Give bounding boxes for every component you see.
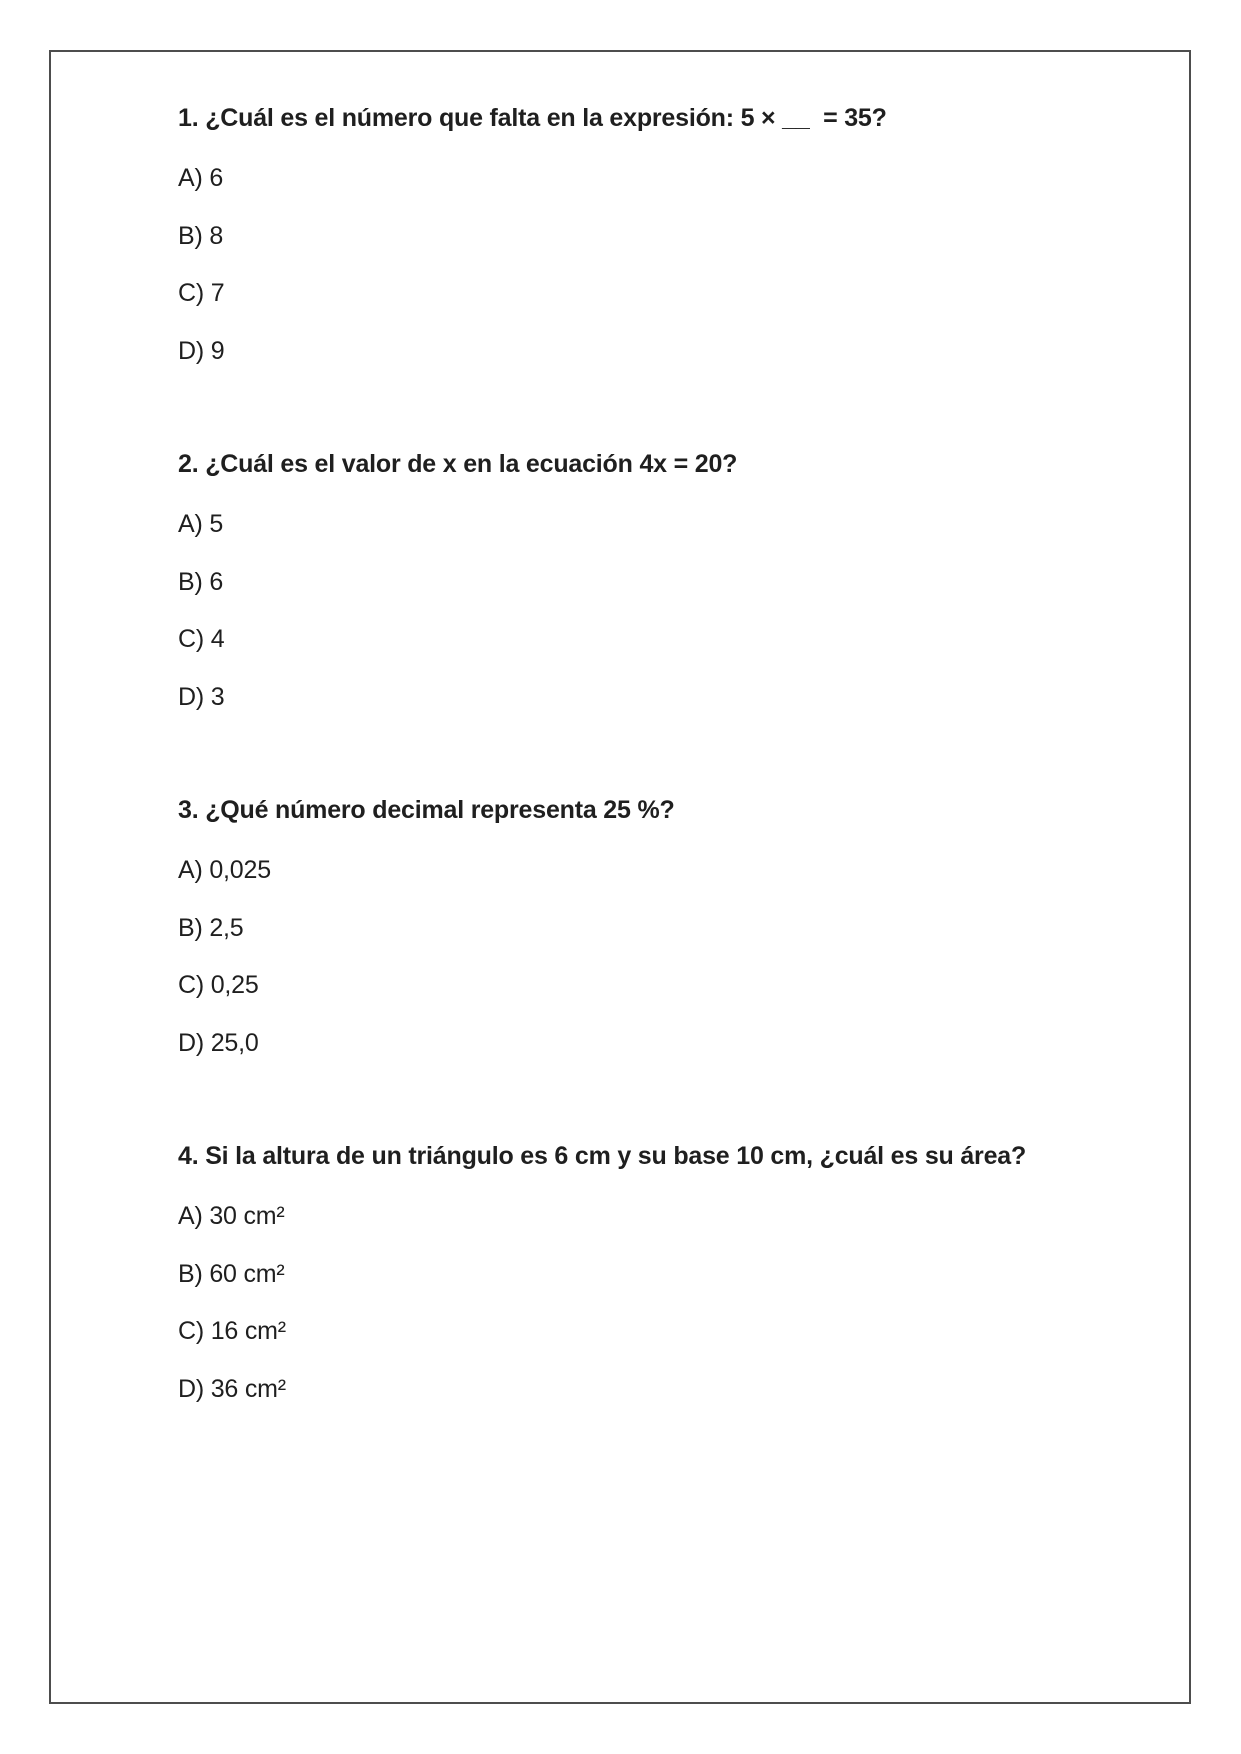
question-title: 1. ¿Cuál es el número que falta en la expresión: 5 × __ = 35? [178, 104, 887, 132]
question-block-2 [178, 447, 1159, 714]
answer-option: C) 7 [178, 279, 225, 307]
question-block-4 [178, 1139, 1159, 1406]
question-block-1 [178, 101, 1159, 368]
answer-option: D) 9 [178, 336, 225, 365]
answer-option: A) 30 cm² [178, 1202, 285, 1230]
question-title: 2. ¿Cuál es el valor de x en la ecuación 4x = 20? [178, 450, 738, 478]
answer-option: D) 36 cm² [178, 1374, 286, 1403]
answer-option: C) 16 cm² [178, 1317, 286, 1345]
answer-option: B) 6 [178, 567, 224, 596]
answer-option: B) 2,5 [178, 913, 244, 942]
answer-option: D) 25,0 [178, 1028, 259, 1057]
answer-option: A) 5 [178, 510, 224, 538]
question-title: 3. ¿Qué número decimal representa 25 %? [178, 796, 675, 824]
answer-option: B) 8 [178, 221, 224, 250]
document-content [51, 52, 1189, 1406]
answer-option: D) 3 [178, 682, 225, 711]
answer-option: C) 4 [178, 625, 225, 653]
question-title: 4. Si la altura de un triángulo es 6 cm y su base 10 cm, ¿cuál es su área? [178, 1142, 1027, 1170]
answer-option: B) 60 cm² [178, 1259, 285, 1288]
answer-option: A) 0,025 [178, 856, 271, 884]
answer-option: A) 6 [178, 164, 224, 192]
document-page-border [49, 50, 1191, 1704]
question-block-3 [178, 793, 1159, 1060]
answer-option: C) 0,25 [178, 971, 259, 999]
